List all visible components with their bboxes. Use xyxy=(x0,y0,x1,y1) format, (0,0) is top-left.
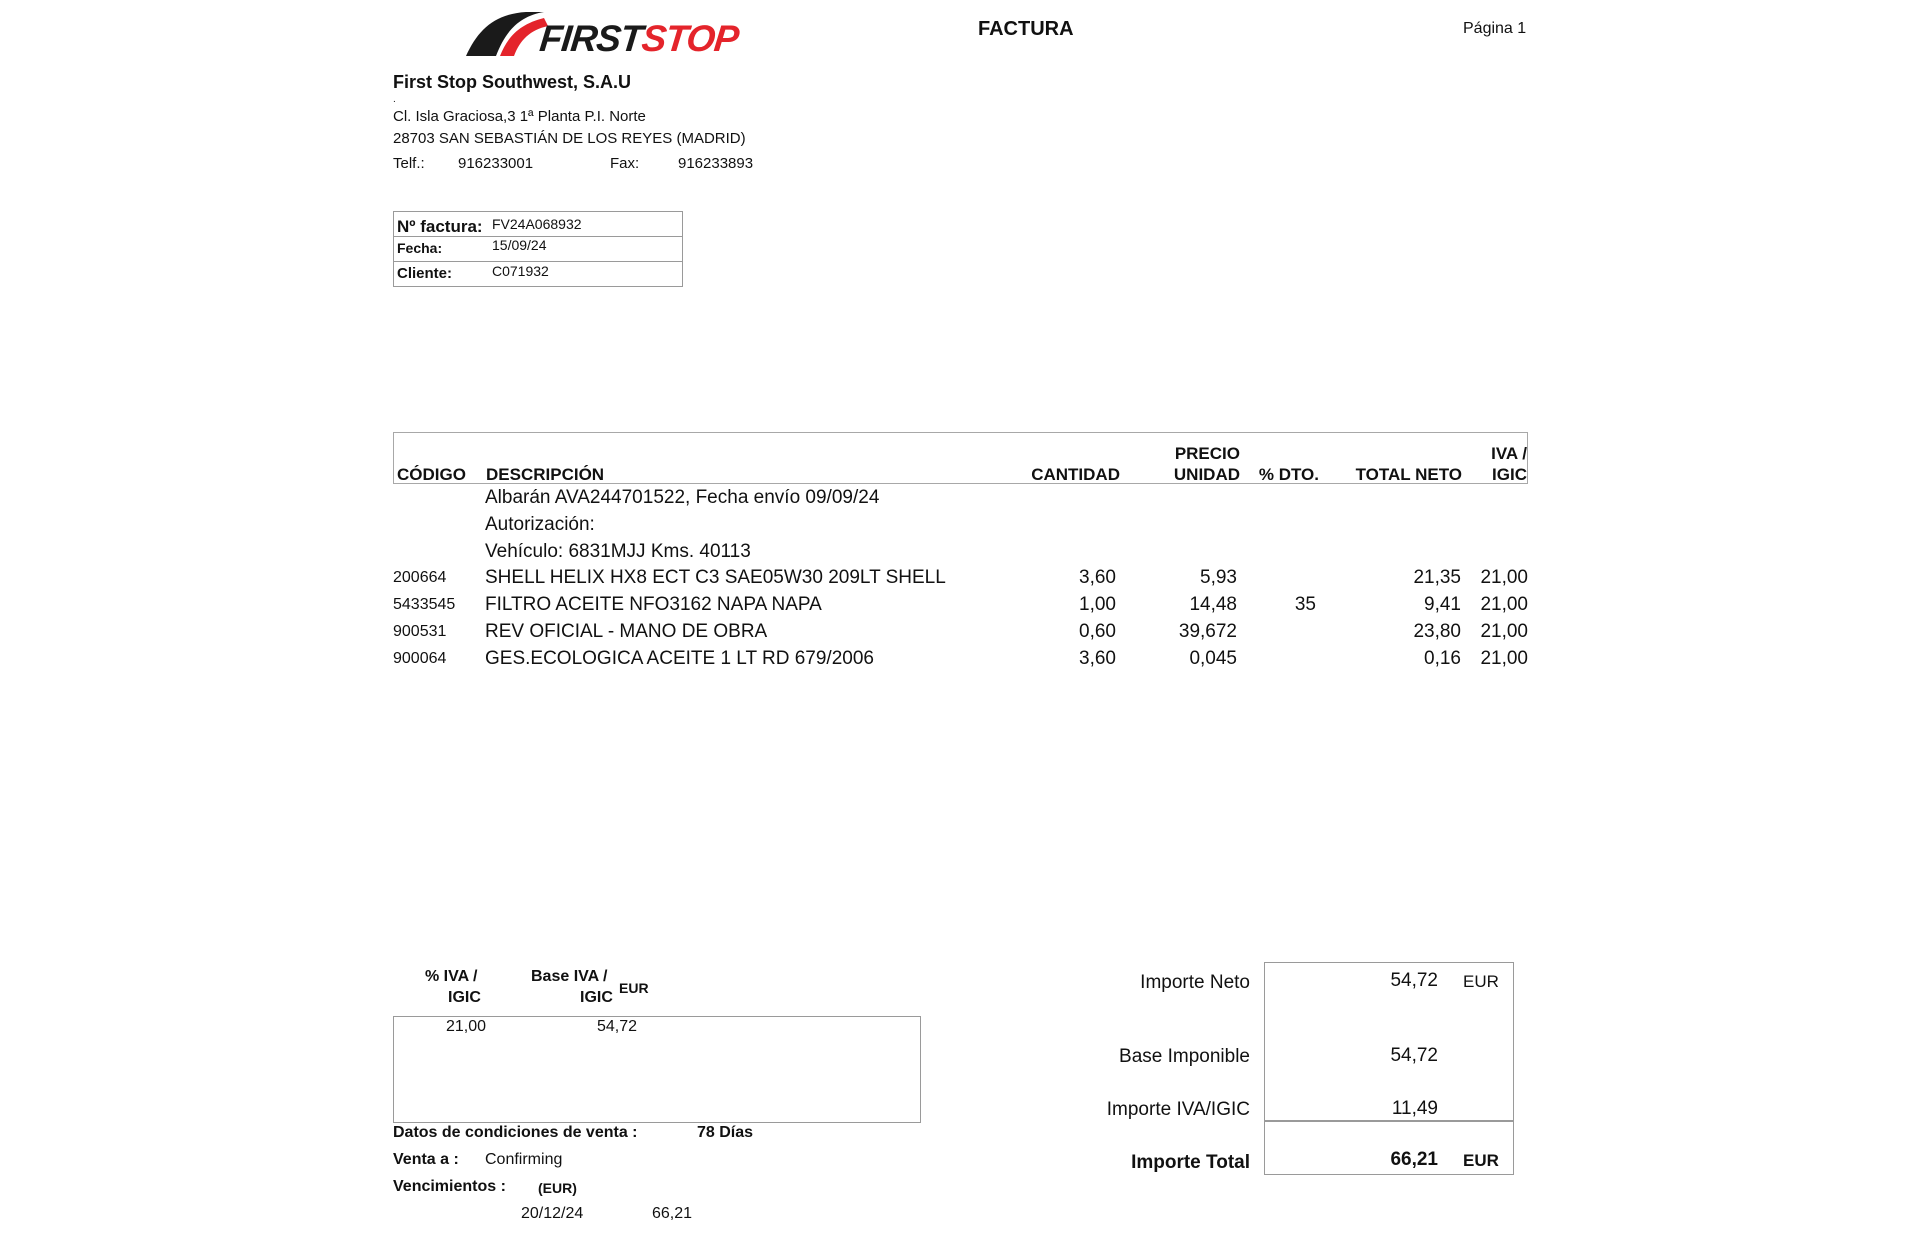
invoice-info-box xyxy=(393,211,683,287)
due-dates-label: Vencimientos : xyxy=(393,1178,506,1195)
logo-swoosh-icon xyxy=(464,8,548,58)
row-code: 200664 xyxy=(393,569,447,586)
row-description: GES.ECOLOGICA ACEITE 1 LT RD 679/2006 xyxy=(485,648,874,669)
invoice-date: 15/09/24 xyxy=(492,237,547,253)
page-number: Página 1 xyxy=(1463,20,1527,37)
tax-rate: 21,00 xyxy=(445,1018,486,1035)
row-vat: 21,00 xyxy=(1480,621,1528,642)
row-price: 0,045 xyxy=(1189,648,1237,669)
delivery-note: Albarán AVA244701522, Fecha envío 09/09/24 xyxy=(485,487,880,508)
document-title: FACTURA xyxy=(978,18,1074,40)
authorization-note: Autorización: xyxy=(485,514,595,535)
row-net: 0,16 xyxy=(1424,648,1461,669)
row-quantity: 3,60 xyxy=(1079,567,1116,588)
row-net: 9,41 xyxy=(1424,594,1461,615)
client-label: Cliente: xyxy=(397,265,453,282)
conditions-label: Datos de condiciones de venta : xyxy=(393,1124,638,1141)
col-price-line2: UNIDAD xyxy=(1173,465,1240,484)
total-amount-label: Importe Total xyxy=(1131,1152,1250,1173)
tax-col1-line2: IGIC xyxy=(448,989,481,1006)
totals-divider xyxy=(1265,1120,1513,1122)
row-price: 14,48 xyxy=(1189,594,1237,615)
company-address-line2: 28703 SAN SEBASTIÁN DE LOS REYES (MADRID) xyxy=(393,130,746,147)
total-amount-currency: EUR xyxy=(1463,1151,1499,1170)
lines-table-header xyxy=(393,432,1528,484)
company-dot: . xyxy=(393,94,396,105)
row-vat: 21,00 xyxy=(1480,648,1528,669)
row-price: 39,672 xyxy=(1178,621,1237,642)
due-date: 20/12/24 xyxy=(521,1205,584,1222)
tax-currency: EUR xyxy=(619,980,649,996)
tel-value: 916233001 xyxy=(458,155,534,172)
col-vat-line1: IVA / xyxy=(1491,444,1527,463)
firststop-logo xyxy=(464,8,741,59)
client-code: C071932 xyxy=(492,263,549,279)
due-dates-currency: (EUR) xyxy=(538,1180,577,1196)
tel-label: Telf.: xyxy=(393,155,425,172)
row-net: 23,80 xyxy=(1413,621,1461,642)
net-amount-currency: EUR xyxy=(1463,972,1499,991)
vat-amount-label: Importe IVA/IGIC xyxy=(1106,1099,1250,1120)
sold-to-value: Confirming xyxy=(485,1151,563,1168)
total-amount: 66,21 xyxy=(1390,1149,1438,1170)
net-amount: 54,72 xyxy=(1390,970,1438,991)
row-description: SHELL HELIX HX8 ECT C3 SAE05W30 209LT SHELL xyxy=(485,567,946,588)
tax-base-label: Base Imponible xyxy=(1119,1046,1250,1067)
col-vat-line2: IGIC xyxy=(1492,465,1527,484)
company-address-line1: Cl. Isla Graciosa,3 1ª Planta P.I. Norte xyxy=(393,108,646,125)
col-discount: % DTO. xyxy=(1258,465,1319,484)
vehicle-note: Vehículo: 6831MJJ Kms. 40113 xyxy=(485,541,751,562)
row-quantity: 3,60 xyxy=(1079,648,1116,669)
row-quantity: 1,00 xyxy=(1079,594,1116,615)
vat-amount: 11,49 xyxy=(1391,1098,1438,1119)
row-code: 900531 xyxy=(393,623,447,640)
fax-value: 916233893 xyxy=(678,155,754,172)
info-divider xyxy=(394,261,682,262)
logo-wordmark: FIRSTSTOP xyxy=(537,18,741,59)
row-net: 21,35 xyxy=(1413,567,1461,588)
col-price-line1: PRECIO xyxy=(1174,444,1240,463)
totals-box xyxy=(1264,962,1514,1175)
row-price: 5,93 xyxy=(1200,567,1237,588)
col-code: CÓDIGO xyxy=(397,465,466,484)
fax-label: Fax: xyxy=(610,155,640,172)
row-vat: 21,00 xyxy=(1480,594,1528,615)
tax-col1-line1: % IVA / xyxy=(425,968,478,985)
sold-to-label: Venta a : xyxy=(393,1151,459,1168)
row-code: 5433545 xyxy=(393,596,456,613)
conditions-value: 78 Días xyxy=(697,1124,754,1141)
invoice-date-label: Fecha: xyxy=(397,240,443,256)
col-description: DESCRIPCIÓN xyxy=(486,465,605,484)
tax-base: 54,72 xyxy=(596,1018,637,1035)
invoice-number: FV24A068932 xyxy=(492,216,582,232)
col-net: TOTAL NETO xyxy=(1355,465,1462,484)
row-description: REV OFICIAL - MANO DE OBRA xyxy=(485,621,768,642)
tax-base-amount: 54,72 xyxy=(1390,1045,1438,1066)
row-discount: 35 xyxy=(1294,594,1316,615)
row-code: 900064 xyxy=(393,650,447,667)
due-amount: 66,21 xyxy=(652,1205,693,1222)
tax-summary-box xyxy=(393,1016,921,1123)
company-name: First Stop Southwest, S.A.U xyxy=(393,72,632,92)
col-quantity: CANTIDAD xyxy=(1031,465,1120,484)
invoice-number-label: Nº factura: xyxy=(397,217,483,236)
row-vat: 21,00 xyxy=(1480,567,1528,588)
row-quantity: 0,60 xyxy=(1079,621,1116,642)
tax-col2-line2: IGIC xyxy=(580,989,613,1006)
tax-col2-line1: Base IVA / xyxy=(531,968,608,985)
row-description: FILTRO ACEITE NFO3162 NAPA NAPA xyxy=(485,594,822,615)
net-amount-label: Importe Neto xyxy=(1140,972,1250,993)
